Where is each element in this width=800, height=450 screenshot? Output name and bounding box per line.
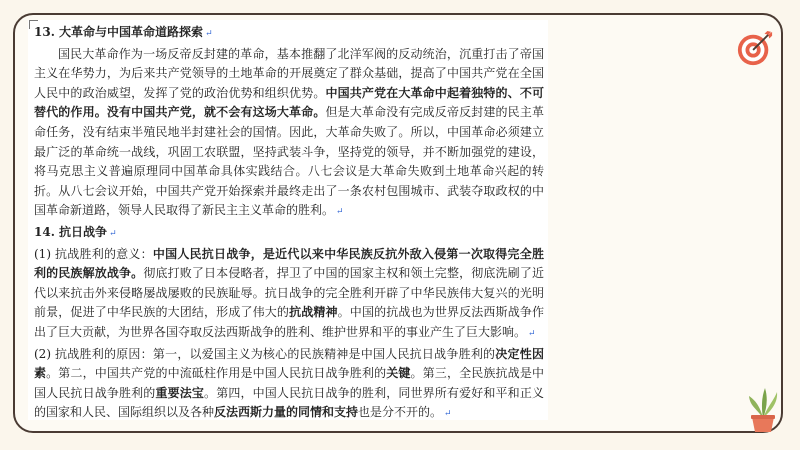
body-text: 彻底打败了日本侵略者，捍卫了中国的国家主权和领土完整，彻底洗刷了近代以来抗击外来侵略屡战屡败的民族耻辱。抗日战争的完全胜利开辟了中华民族伟大复兴的光明前景，促进了中华民族的大团结，形成了伟大的 [34, 266, 544, 320]
paragraph-mark-icon: ↵ [336, 207, 344, 218]
section-13-paragraph [34, 45, 544, 223]
paragraph-mark-icon: ↵ [528, 328, 536, 339]
text-boundary-corner [29, 20, 38, 29]
emphasis-text: 关键 [386, 366, 411, 381]
section-14-heading: 14. 抗日战争 ↵ [34, 224, 117, 239]
emphasis-text: 重要法宝 [155, 385, 205, 400]
body-text: 。第四，中国人民抗日战争的胜利，同世界所有爱好和平和正义的国家和人民、国际组织以及各种 [34, 385, 544, 420]
emphasis-text: 中国共产党在大革命中起着独特的、不可替代的作用。没有中国共产党，就不会有这场大革命。 [34, 85, 544, 120]
body-text: (2) 抗战胜利的原因：第一，以爱国主义为核心的民族精神是中国人民抗日战争胜利的 [34, 346, 496, 361]
emphasis-text: 决定性因素 [34, 346, 544, 381]
body-text: 但是大革命没有完成反帝反封建的民主革命任务，没有结束半殖民地半封建社会的国情。因此，大革命失败了。所以，中国革命必须建立最广泛的革命统一战线，巩固工农联盟，坚持武装斗争，坚持党的领导，并不断加强党的建设，将马克思主义普遍原理同中国革命具体实践结合。八七会议是大革命失败到土地革命兴起的转折。从八七会议开始，中国共产党开始探索并最终走出了一条农村包围城市、武装夺取政权的中国革命新道路，领导人民取得了新民主主义革命的胜利。 [34, 105, 544, 218]
body-text: 。第二，中国共产党的中流砥柱作用是中国人民抗日战争胜利的 [46, 366, 387, 381]
body-text: (1) 抗战胜利的意义： [34, 246, 153, 261]
emphasis-text: 中国人民抗日战争，是近代以来中华民族反抗外敌入侵第一次取得完全胜利的民族解放战争。 [34, 246, 544, 281]
potted-plant-icon [746, 384, 780, 434]
document-page [28, 20, 548, 420]
body-text: 。中国的抗战也为世界反法西斯战争作出了巨大贡献，为世界各国夺取反法西斯战争的胜利、维护世界和平的事业产生了巨大影响。 [34, 305, 544, 339]
paragraph-mark-icon: ↵ [444, 409, 452, 420]
body-text: 。第三，全民族抗战是中国人民抗日战争胜利的 [34, 366, 544, 400]
emphasis-text: 抗战精神 [289, 305, 338, 320]
section-14-point-1 [34, 245, 544, 345]
target-icon [736, 30, 774, 68]
section-13-heading: 13. 大革命与中国革命道路探索 ↵ [34, 25, 213, 39]
body-text: 国民大革命作为一场反帝反封建的革命，基本推翻了北洋军阀的反动统治，沉重打击了帝国主义在华势力，为后来共产党领导的土地革命的开展奠定了群众基础，提高了中国共产党在全国人民中的政治威望，发挥了党的政治优势和组织优势。 [34, 46, 544, 100]
paragraph-mark-icon: ↵ [205, 29, 213, 39]
section-14-point-2 [34, 345, 544, 421]
body-text: 也是分不开的。 [358, 405, 443, 420]
paragraph-mark-icon: ↵ [109, 228, 117, 239]
emphasis-text: 反法西斯力量的同情和支持 [214, 405, 359, 420]
